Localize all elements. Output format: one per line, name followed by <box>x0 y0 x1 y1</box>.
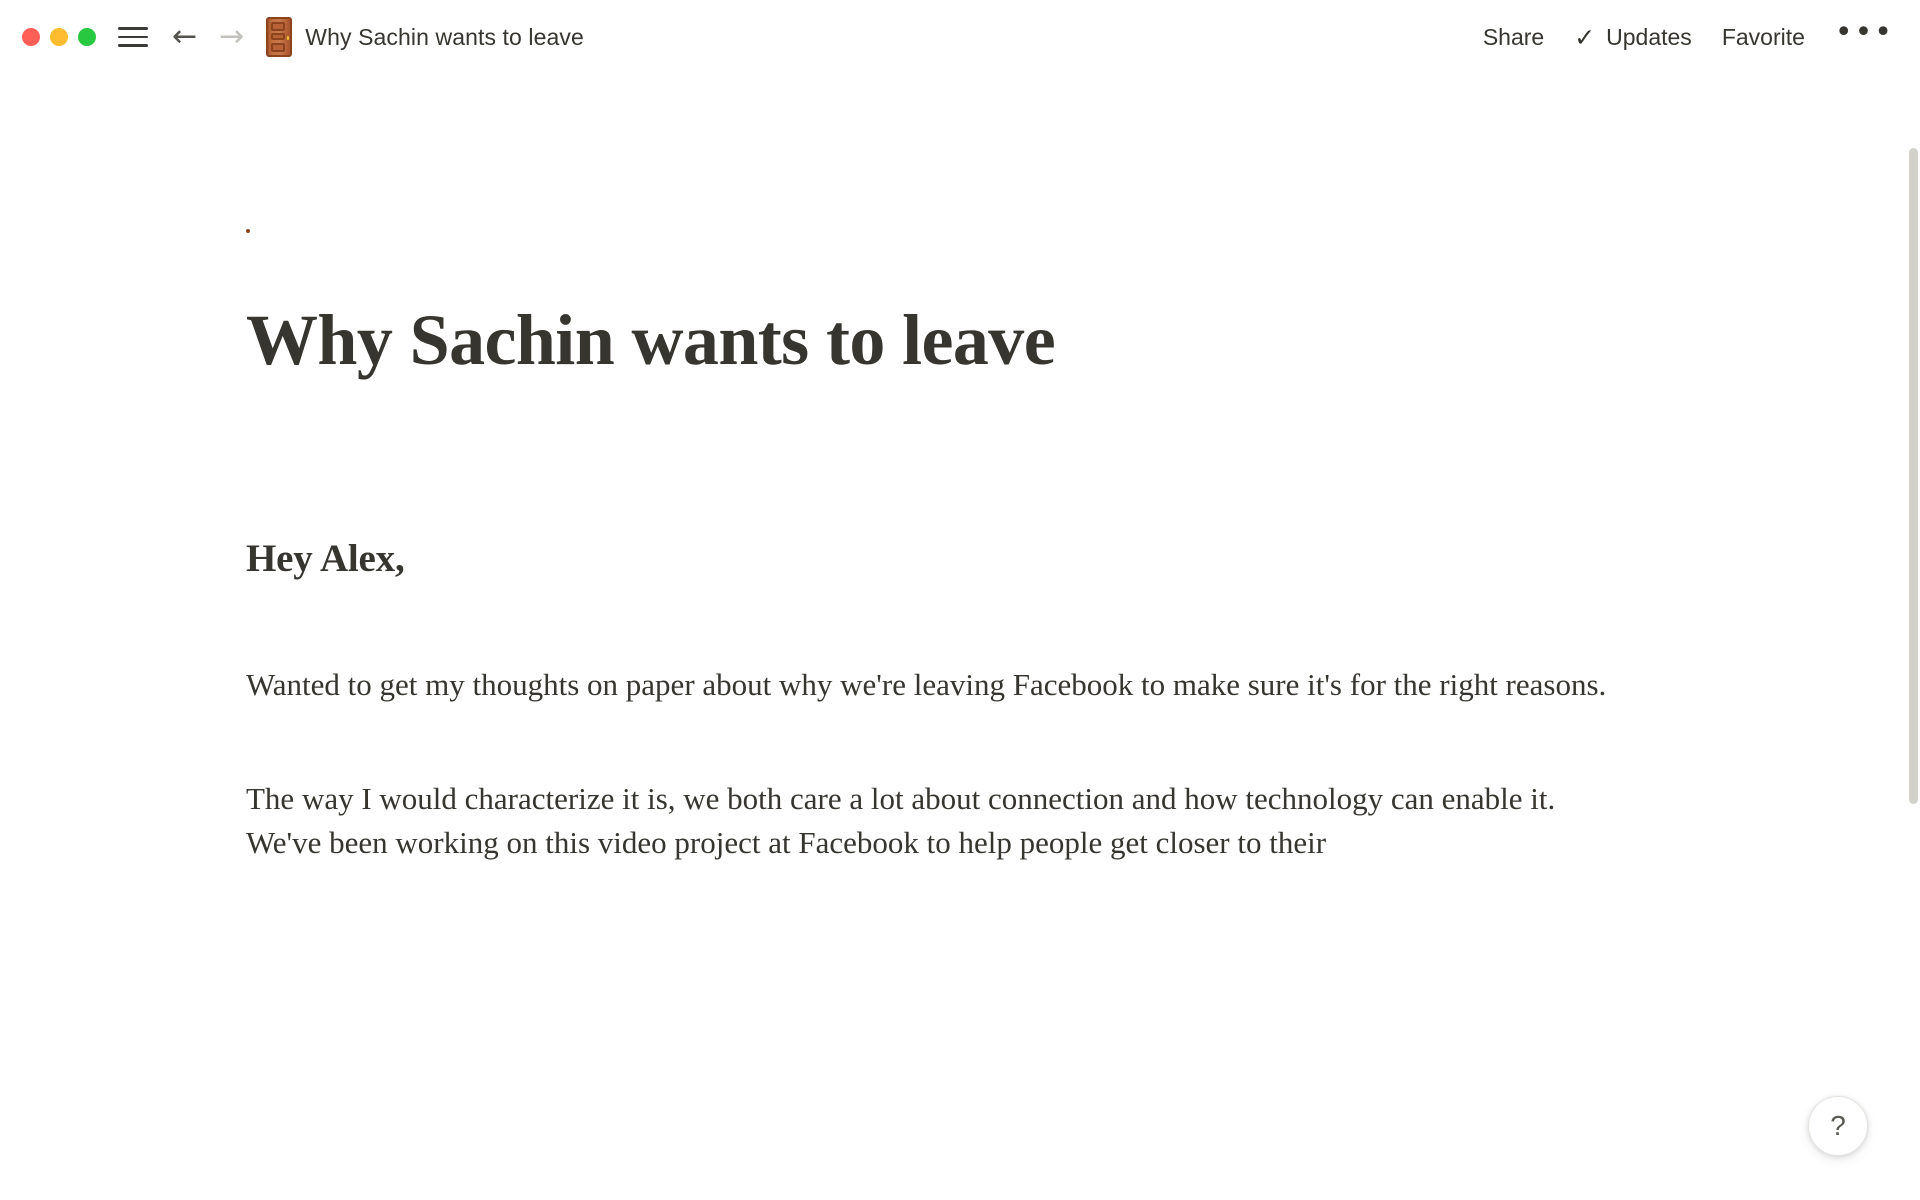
page-title[interactable]: Why Sachin wants to leave <box>246 300 1056 380</box>
door-panel-top <box>271 22 286 31</box>
forward-arrow-icon[interactable]: → <box>219 19 245 54</box>
hamburger-bar-1 <box>118 27 148 30</box>
updates-button[interactable] <box>1574 24 1692 51</box>
title-spacer <box>246 380 1660 536</box>
door-panel-top <box>248 231 250 233</box>
hamburger-bar-3 <box>118 44 148 47</box>
vertical-scrollbar[interactable] <box>1906 148 1920 1200</box>
window-controls <box>22 28 96 46</box>
hamburger-menu-icon[interactable] <box>118 25 148 49</box>
door-panel-bottom <box>271 43 286 52</box>
door-icon <box>266 17 292 57</box>
greeting-heading[interactable]: Hey Alex, <box>246 537 405 581</box>
help-button[interactable] <box>1808 1096 1868 1156</box>
back-arrow-icon[interactable]: ← <box>172 19 198 54</box>
titlebar-actions <box>1482 15 1894 52</box>
maximize-window-button[interactable] <box>78 28 96 46</box>
door-icon-body <box>266 17 292 57</box>
door-panel-bottom <box>248 231 250 233</box>
more-options-icon[interactable]: ••• <box>1834 15 1894 50</box>
share-button[interactable]: Share <box>1482 23 1545 50</box>
close-window-button[interactable] <box>22 28 40 46</box>
door-icon-body <box>246 229 250 233</box>
updates-label: Updates <box>1606 23 1692 50</box>
favorite-button[interactable]: Favorite <box>1721 23 1805 50</box>
document-page <box>0 74 1920 1200</box>
hamburger-bar-2 <box>118 36 148 39</box>
check-icon: ✓ <box>1574 22 1596 52</box>
paragraph-2[interactable]: The way I would characterize it is, we both care a lot about connection and how technology can enable it. We've been working on this video project at Facebook to help people get closer to their <box>246 781 1556 861</box>
window-titlebar <box>0 0 1920 74</box>
document-content <box>0 74 1920 865</box>
door-panel-middle <box>271 33 286 40</box>
navigation-arrows <box>172 19 245 54</box>
door-knob <box>287 36 289 40</box>
scrollbar-thumb[interactable] <box>1909 148 1918 804</box>
help-label: ? <box>1830 1110 1846 1141</box>
greeting-spacer <box>246 581 1660 663</box>
breadcrumb-title: Why Sachin wants to leave <box>305 23 584 50</box>
breadcrumb[interactable] <box>266 17 584 57</box>
door-panel-middle <box>248 231 250 233</box>
paragraph-1[interactable]: Wanted to get my thoughts on paper about why we're leaving Facebook to make sure it's for the right reasons. <box>246 667 1607 703</box>
minimize-window-button[interactable] <box>50 28 68 46</box>
